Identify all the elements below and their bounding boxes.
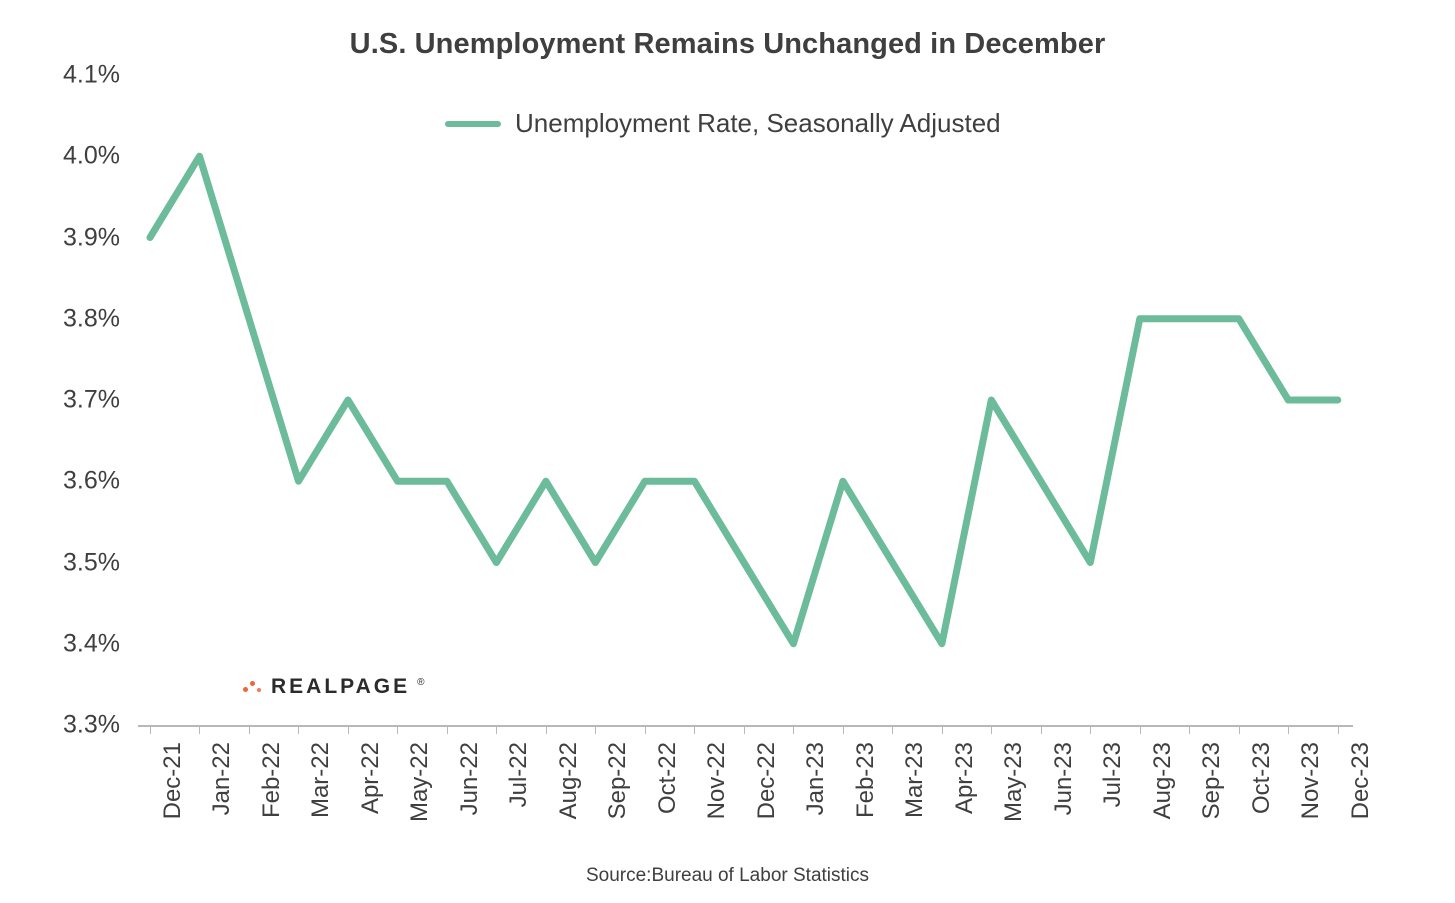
x-axis-tick	[694, 725, 695, 734]
realpage-logo	[243, 675, 425, 699]
x-axis-tick	[793, 725, 794, 734]
x-axis-tick	[595, 725, 596, 734]
x-axis-tick-label: Jun-22	[455, 742, 483, 816]
x-axis-tick-label: Nov-22	[703, 742, 731, 820]
x-axis-tick	[150, 725, 151, 734]
x-axis-tick-label: Oct-23	[1247, 742, 1275, 815]
x-axis-tick	[1288, 725, 1289, 734]
x-axis-tick-label: Sep-23	[1198, 742, 1226, 820]
x-axis-tick	[199, 725, 200, 734]
x-axis-tick-label: Dec-23	[1346, 742, 1374, 820]
x-axis-tick-label: Jun-23	[1049, 742, 1077, 816]
y-axis-tick-label: 4.0%	[63, 141, 120, 170]
x-axis-tick-label: Sep-22	[604, 742, 632, 820]
x-axis-tick	[1189, 725, 1190, 734]
y-axis	[20, 0, 120, 903]
x-axis-tick-label: Jan-22	[208, 742, 236, 816]
x-axis-tick	[249, 725, 250, 734]
x-axis-tick-label: Mar-23	[901, 742, 929, 819]
realpage-logo-mark-icon	[243, 678, 262, 697]
trademark-symbol: ®	[417, 677, 425, 688]
x-axis-tick	[1140, 725, 1141, 734]
x-axis-tick	[546, 725, 547, 734]
x-axis-tick-label: Jul-22	[505, 742, 533, 808]
x-axis-tick	[348, 725, 349, 734]
y-axis-tick-label: 3.8%	[63, 304, 120, 333]
legend-label: Unemployment Rate, Seasonally Adjusted	[515, 108, 1001, 138]
x-axis-tick	[991, 725, 992, 734]
x-axis-tick	[843, 725, 844, 734]
x-axis-tick	[1338, 725, 1339, 734]
x-axis-tick-label: Aug-23	[1148, 742, 1176, 820]
x-axis-tick-label: Apr-23	[950, 742, 978, 815]
y-axis-tick-label: 4.1%	[63, 60, 120, 89]
x-axis-tick-label: Jan-23	[802, 742, 830, 816]
chart-title: U.S. Unemployment Remains Unchanged in December	[349, 28, 1106, 60]
x-axis-tick	[1090, 725, 1091, 734]
x-axis-tick-label: Feb-23	[851, 742, 879, 819]
x-axis-tick	[942, 725, 943, 734]
x-axis-line	[138, 725, 1353, 727]
x-axis-tick-label: Jul-23	[1099, 742, 1127, 808]
x-axis-tick	[892, 725, 893, 734]
x-axis-tick	[397, 725, 398, 734]
source-note: Source:Bureau of Labor Statistics	[585, 865, 870, 886]
realpage-logo-text: REALPAGE	[271, 675, 411, 698]
x-axis-tick	[1041, 725, 1042, 734]
x-axis-tick	[744, 725, 745, 734]
x-axis-tick	[298, 725, 299, 734]
x-axis-tick-label: Nov-23	[1297, 742, 1325, 820]
y-axis-tick-label: 3.6%	[63, 466, 120, 495]
x-axis-tick-label: Dec-22	[752, 742, 780, 820]
y-axis-tick-label: 3.5%	[63, 548, 120, 576]
x-axis-tick-label: Apr-22	[356, 742, 384, 815]
y-axis-tick-label: 3.3%	[63, 710, 120, 739]
x-axis-tick	[645, 725, 646, 734]
x-axis-tick-label: May-23	[1000, 742, 1028, 823]
x-axis-tick	[447, 725, 448, 734]
y-axis-tick-label: 3.9%	[63, 223, 120, 251]
x-axis-tick	[496, 725, 497, 734]
y-axis-tick-label: 3.7%	[63, 385, 120, 414]
y-axis-tick-label: 3.4%	[63, 629, 120, 658]
plot-area	[138, 75, 1353, 725]
x-axis-tick-label: Aug-22	[554, 742, 582, 820]
x-axis-tick-label: Feb-22	[257, 742, 285, 819]
series-line-unemployment-rate	[138, 75, 1353, 725]
x-axis-tick-label: Oct-22	[653, 742, 681, 815]
x-axis-tick-label: Mar-22	[307, 742, 335, 819]
x-axis-tick-label: Dec-21	[159, 742, 186, 820]
x-axis-tick-label: May-22	[406, 742, 434, 823]
x-axis-tick	[1239, 725, 1240, 734]
